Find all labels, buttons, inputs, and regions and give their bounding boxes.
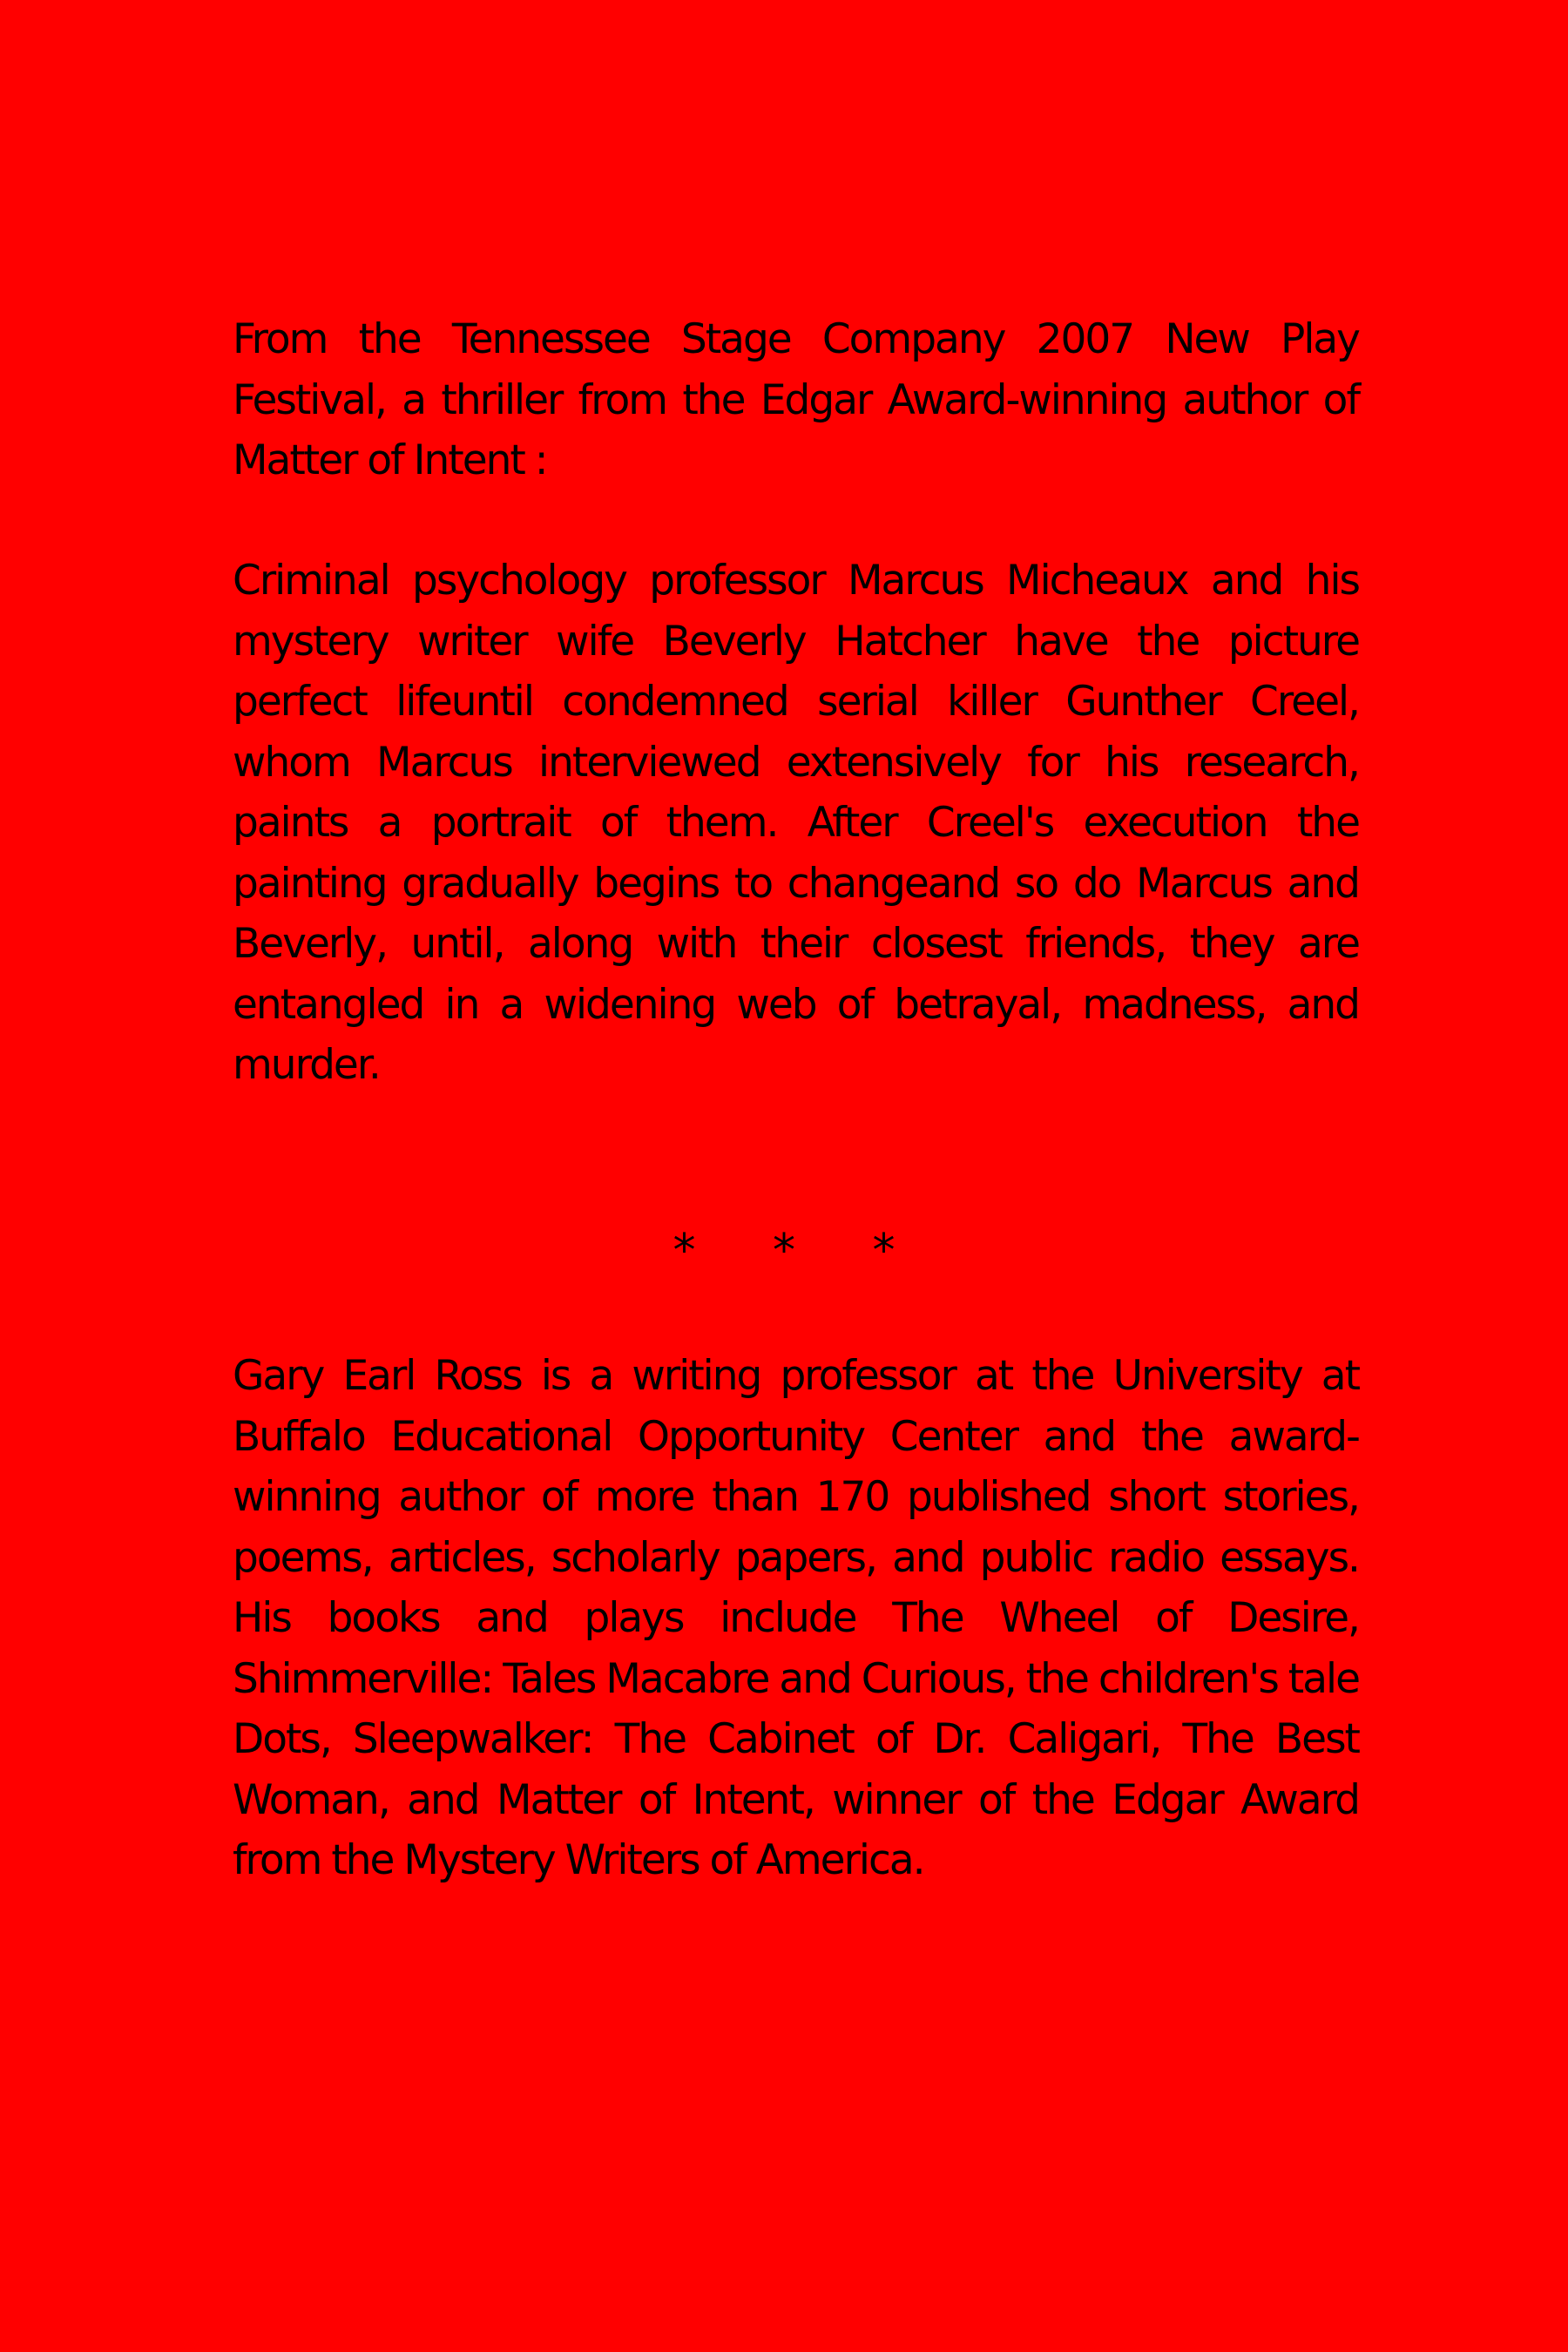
synopsis-text: Criminal psychology professor Marcus Micheaux and his mystery writer wife Beverly Hatcher have the picture perfect lifeuntil condemned serial killer Gunther Creel, whom Marcus interviewed extensively for his research, paints a portrait of them. After Creel's execution the painting gradually begins to changeand so do Marcus and Beverly, until, along with their closest friends, they are entangled in a widening web of betrayal, madness, and murder. bbox=[233, 557, 1359, 1089]
author-bio: Gary Earl Ross is a writing professor at the University at Buffalo Educational Opportunity Center and the award-winning author of more than 170 published short stories, poems, articles, scholarly papers, and public radio essays. His books and plays include The Wheel of Desire, Shimmerville: Tales Macabre and Curious, the children's tale Dots, Sleepwalker: The Cabinet of Dr. Caligari, The Best Woman, and Matter of Intent, winner of the Edgar Award from the Mystery Writers of America. bbox=[233, 1352, 1359, 1884]
section-separator: * * * bbox=[672, 1225, 896, 1277]
intro-text: From the Tennessee Stage Company 2007 New Play Festival, a thriller from the Edgar Award-winning author of Matter of Intent : bbox=[233, 315, 1359, 484]
